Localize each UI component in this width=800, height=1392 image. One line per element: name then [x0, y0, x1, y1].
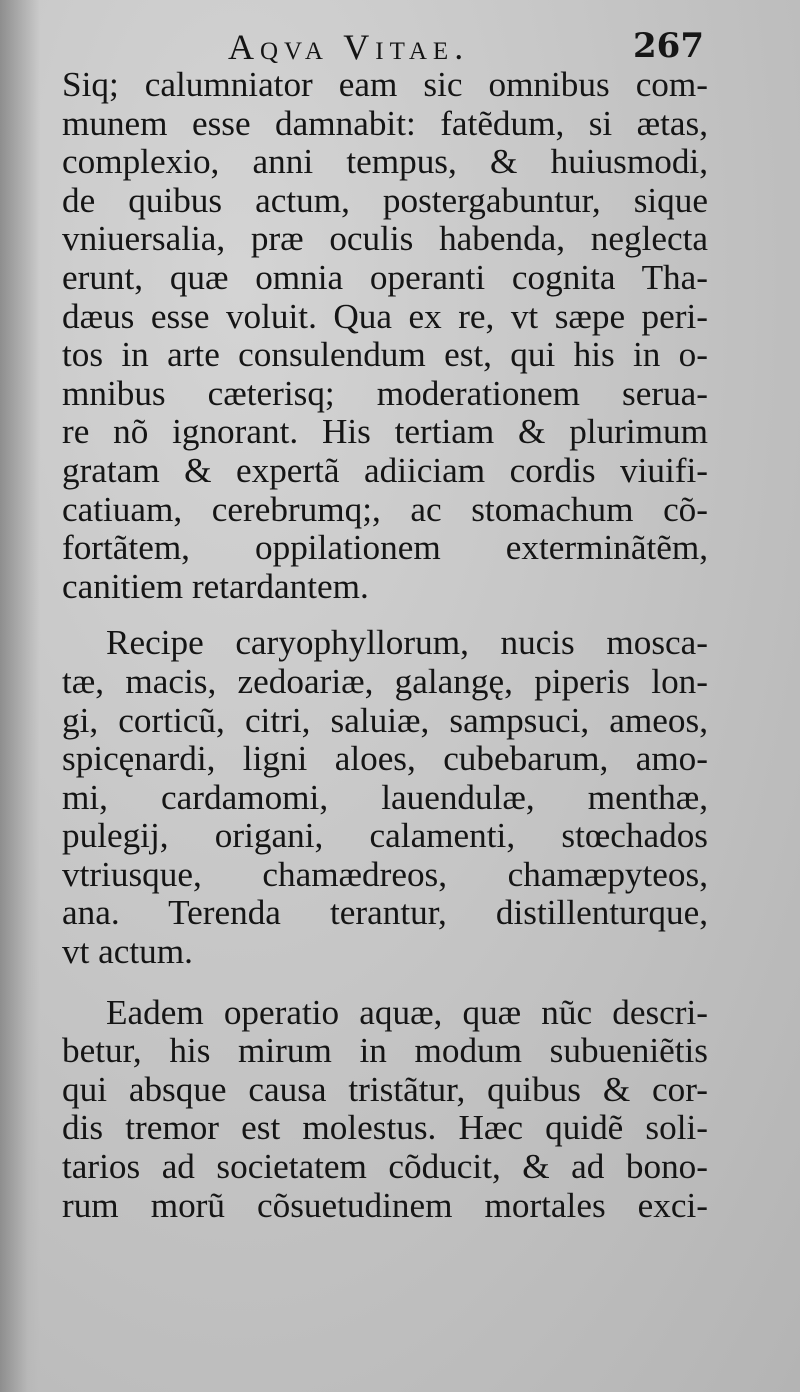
page-gutter-shadow [0, 0, 40, 1392]
page-number: 267 [633, 26, 704, 66]
text-line: spicęnardi, ligni aloes, cubebarum, amo- [62, 739, 708, 779]
text-line: dæus esse voluit. Qua ex re, vt sæpe peri- [62, 296, 708, 336]
text-line: erunt, quæ omnia operanti cognita Tha- [62, 257, 708, 297]
text-line: de quibus actum, postergabuntur, sique [62, 180, 708, 220]
text-line: gratam & expertã adiiciam cordis viuifi- [62, 450, 708, 490]
text-line: tæ, macis, zedoariæ, galangę, piperis lon- [62, 661, 708, 701]
text-line: mi, cardamomi, lauendulæ, menthæ, [62, 777, 708, 817]
text-line: complexio, anni tempus, & huiusmodi, [62, 142, 708, 182]
text-line: gi, corticũ, citri, saluiæ, sampsuci, ameos, [62, 700, 708, 740]
text-line: vt actum. [62, 932, 193, 972]
text-line: mnibus cæterisq; moderationem serua- [62, 373, 708, 413]
paragraph-gap [62, 972, 708, 994]
text-line: tarios ad societatem cõducit, & ad bono- [62, 1147, 708, 1187]
text-line: tos in arte consulendum est, qui his in o- [62, 335, 708, 375]
text-line: pulegij, origani, calamenti, stœchados [62, 816, 708, 856]
text-line: Eadem operatio aquæ, quæ nũc descri- [106, 992, 708, 1032]
text-line: munem esse damnabit: fatẽdum, si ætas, [62, 103, 708, 143]
body-text [62, 66, 708, 1225]
text-line: dis tremor est molestus. Hæc quidẽ soli- [62, 1108, 708, 1148]
running-title: Aqva Vitae. [228, 27, 470, 67]
text-line: Recipe caryophyllorum, nucis mosca- [106, 623, 708, 663]
text-line: qui absque causa tristãtur, quibus & cor- [62, 1069, 708, 1109]
text-line: re nõ ignorant. His tertiam & plurimum [62, 412, 708, 452]
text-line: vniuersalia, præ oculis habenda, neglecta [62, 219, 708, 259]
text-line: vtriusque, chamædreos, chamæpyteos, [62, 854, 708, 894]
text-line: catiuam, cerebrumq;, ac stomachum cõ- [62, 489, 708, 529]
text-line: rum morũ cõsuetudinem mortales exci- [62, 1185, 708, 1225]
text-line: fortãtem, oppilationem exterminãtẽm, [62, 528, 708, 568]
text-line: Siq; calumniator eam sic omnibus com- [62, 65, 708, 104]
text-line: canitiem retardantem. [62, 566, 369, 606]
text-line: ana. Terenda terantur, distillenturque, [62, 893, 708, 933]
paragraph-gap [62, 606, 708, 624]
text-line: betur, his mirum in modum subueniẽtis [62, 1031, 708, 1071]
